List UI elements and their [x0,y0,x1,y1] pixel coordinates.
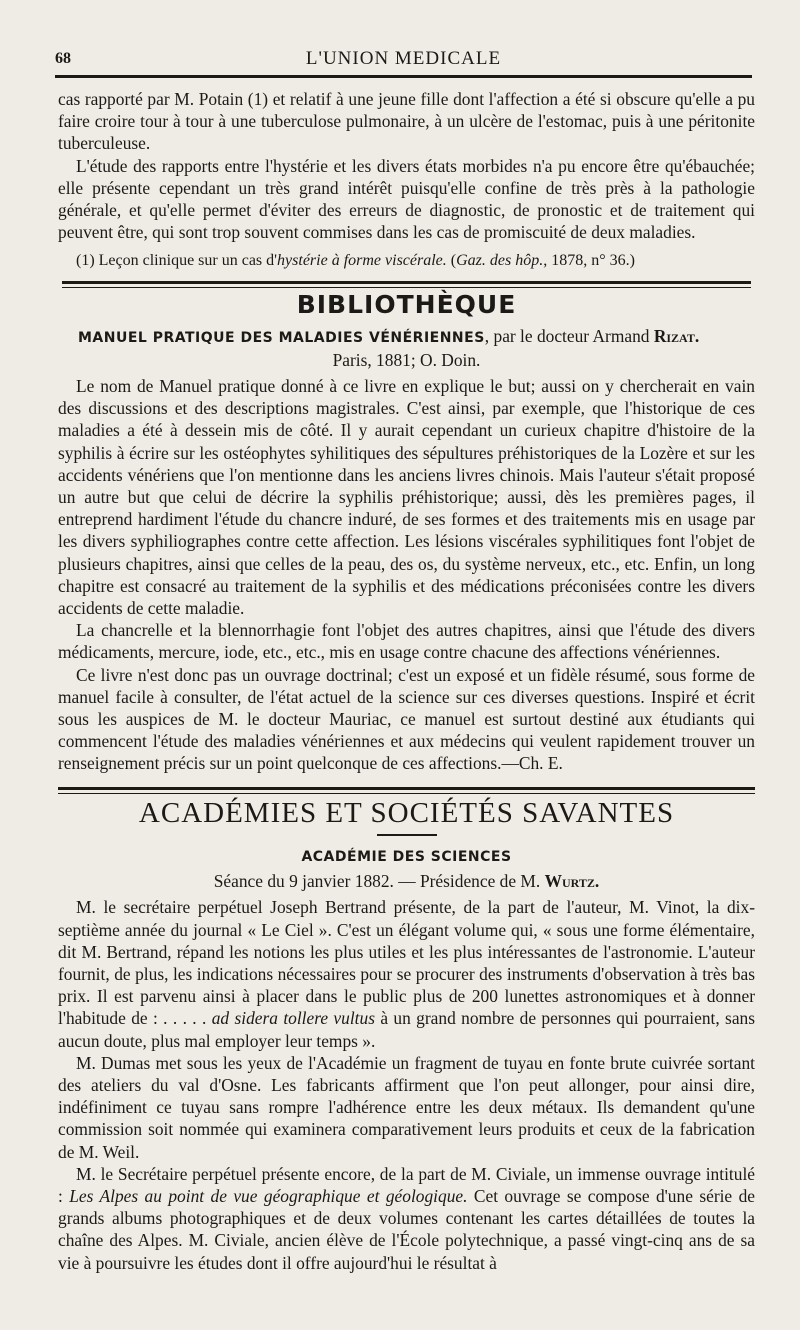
academy-paragraph-1: M. le secrétaire perpétuel Joseph Bertrand présente, de la part de l'auteur, M. Vinot, la dix-septième année du journal « Le Ciel ». C'est un élégant volume qui, « sous une forme élémentaire, dit M. Bertrand, répand les notions les plus utiles et les plus intéressantes de l'astronomie. L'auteur fournit, de plus, les indications nécessaires pour se procurer des instruments d'observation à très bas prix. Il est parvenu ainsi à placer dans le public plus de 200 lunettes astronomiques et à donner l'habitude de : . . . . . ad sidera tollere vultus à un grand nombre de personnes qui pourraient, sans aucun doute, plus mal employer leur temps ». [58,897,756,1051]
session-line: Séance du 9 janvier 1882. — Présidence de M. Wurtz. [213,871,600,892]
header-rule [55,75,752,78]
page-number: 68 [55,50,71,67]
running-title: L'UNION MEDICALE [305,48,502,69]
short-rule [377,834,437,836]
book-publication: Paris, 1881; O. Doin. [332,349,481,370]
section-heading-academies: ACADÉMIES ET SOCIÉTÉS SAVANTES [138,796,675,829]
academy-paragraph-2: M. Dumas met sous les yeux de l'Académie un fragment de tuyau en fonte brute cuivrée sortant des ateliers du val d'Osne. Les fabricants affirment que l'on peut allonger, pour ainsi dire, indéfiniment ce tuyau sans rompre l'adhérence entre les deux métaux. Ils demandent qu'une commission soit nommée qui examinera comparativement leurs produits et ceux de la fabrication de M. Weil. [58,1052,755,1162]
page-body [58,88,755,1274]
section-heading-bibliotheque: BIBLIOTHÈQUE [296,290,517,320]
review-paragraph-1: Le nom de Manuel pratique donné à ce livre en explique le but; aussi on y chercherait en vain des discussions et des descriptions magistrales. C'est ainsi, par exemple, que l'historique de ces maladies a été à dessein mis de côté. Il y aurait cependant un curieux chapitre d'histoire de la syphilis à écrire sur les ostéophytes syhilitiques des sépultures préhistoriques de la Lozère et sur les accidents vénériens que l'on mentionne dans les anciens livres chinois. Mais l'auteur s'était proposé un autre but que celui de décrire la syphilis préhistorique; aussi, dès les premières pages, il entreprend hardiment l'étude du chancre induré, de ses formes et des traitements mis en usage par les divers syphiliographes contre cette affection. Les lésions viscérales syphilitiques font l'objet de plusieurs chapitres, ainsi que celles de la peau, des os, du système nerveux, etc., etc. Enfin, un long chapitre est consacré au traitement de la syphilis et des médications préconisées contre les divers accidents de cette maladie. [58,376,755,619]
section-divider [58,787,755,794]
section-divider [62,281,751,288]
book-reference: MANUEL PRATIQUE DES MALADIES VÉNÉRIENNES, par le docteur Armand Rizat. [78,325,700,346]
footnote: (1) Leçon clinique sur un cas d'hystérie à forme viscérale. (Gaz. des hôp., 1878, n° 36.) [76,252,635,270]
academy-paragraph-3: M. le Secrétaire perpétuel présente encore, de la part de M. Civiale, un immense ouvrage intitulé : Les Alpes au point de vue géographique et géologique. Cet ouvrage se compose d'une série de grands albums photographiques et de deux volumes contenant les cartes détaillées de toutes la chaîne des Alpes. M. Civiale, ancien élève de l'École polytechnique, a passé vingt-cinq ans de sa vie à poursuivre les études dont il offre aujourd'hui le résultat à [58,1163,755,1273]
review-paragraph-3: Ce livre n'est donc pas un ouvrage doctrinal; c'est un exposé et un fidèle résumé, sous forme de manuel facile à consulter, de l'état actuel de la science sur ces diverses questions. Inspiré et écrit sous les auspices de M. le docteur Mauriac, ce manuel est surtout destiné aux étudiants qui commencent l'étude des maladies vénériennes et aux médecins qui veulent rapidement trouver un renseignement précis sur un point quelconque de ces affections.—Ch. E. [58,664,755,774]
subheading-academie-sciences: ACADÉMIE DES SCIENCES [301,848,512,865]
intro-paragraph-1: cas rapporté par M. Potain (1) et relatif à une jeune fille dont l'affection a été si obscure qu'elle a pu faire croire tour à tour à une tuberculose pulmonaire, à un ulcère de l'estomac, puis à une péritonite tuberculeuse. [58,89,755,154]
review-paragraph-2: La chancrelle et la blennorrhagie font l'objet des autres chapitres, ainsi que l'étude des divers médicaments, mercure, iode, etc., etc., mis en usage contre chacune des affections vénériennes. [58,620,755,663]
page-header [55,46,752,76]
intro-paragraph-2: L'étude des rapports entre l'hystérie et les divers états morbides n'a pu encore être qu'ébauchée; elle présente cependant un très grand intérêt puisqu'elle confine de très près à la pathologie générale, et qu'elle permet d'éviter des erreurs de diagnostic, de pronostic et de traitement qui peuvent être, qui sont trop souvent commises dans les cas de promiscuité de deux maladies. [58,155,755,243]
